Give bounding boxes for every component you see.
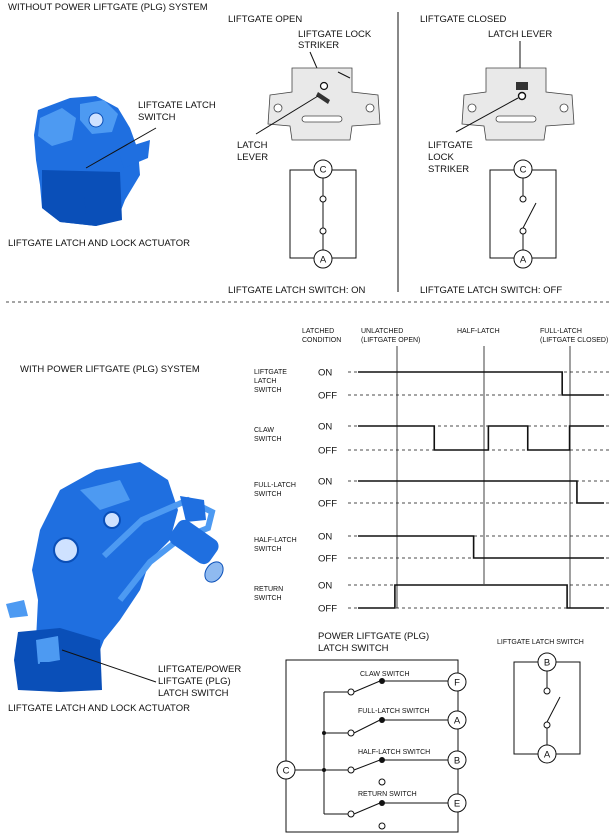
plg-switch-row-full-latch xyxy=(324,708,466,736)
latch-switch-callout-line2: SWITCH xyxy=(138,112,176,123)
signal-3-on-label: ON xyxy=(318,476,333,488)
svg-text:A: A xyxy=(543,749,551,761)
signal-name-claw-line2: SWITCH xyxy=(254,436,282,443)
svg-text:A: A xyxy=(319,254,327,266)
plg-switch-row-return xyxy=(324,791,466,829)
top-actuator-caption: LIFTGATE LATCH AND LOCK ACTUATOR xyxy=(8,238,190,249)
closed-heading: LIFTGATE CLOSED xyxy=(420,14,507,25)
plg-callout-line3: LATCH SWITCH xyxy=(158,688,229,699)
open-lever-label-line1: LATCH xyxy=(237,140,268,151)
top-section-title: WITHOUT POWER LIFTGATE (PLG) SYSTEM xyxy=(8,2,208,13)
signal-5-off-label: OFF xyxy=(318,603,337,615)
open-heading: LIFTGATE OPEN xyxy=(228,14,303,25)
latch-actuator-illustration-top xyxy=(34,96,150,226)
closed-status: LIFTGATE LATCH SWITCH: OFF xyxy=(420,285,563,296)
condition-header-line1: LATCHED xyxy=(302,328,335,335)
svg-text:C: C xyxy=(282,765,290,777)
signal-3-off-label: OFF xyxy=(318,498,337,510)
phase-full-latch-line1: FULL-LATCH xyxy=(540,328,582,335)
plg-switch-row-claw xyxy=(324,671,466,695)
plg-switch-label-return: RETURN SWITCH xyxy=(358,791,417,798)
plg-switch-label-full-latch: FULL-LATCH SWITCH xyxy=(358,708,430,715)
open-striker-label-line1: LIFTGATE LOCK xyxy=(298,29,372,40)
signal-trace-5 xyxy=(358,585,604,608)
signal-1-on-label: ON xyxy=(318,367,333,379)
plg-circuit-title-line2: LATCH SWITCH xyxy=(318,643,389,654)
phase-half-latch-line1: HALF-LATCH xyxy=(457,328,500,335)
plg-callout-line1: LIFTGATE/POWER xyxy=(158,664,242,675)
closed-striker-label-line2: LOCK xyxy=(428,152,454,163)
signal-5-on-label: ON xyxy=(318,580,333,592)
plg-callout-line2: LIFTGATE (PLG) xyxy=(158,676,231,687)
bottom-actuator-caption: LIFTGATE LATCH AND LOCK ACTUATOR xyxy=(8,703,190,714)
plg-switch-row-half-latch xyxy=(324,749,466,785)
liftgate-closed-panel xyxy=(420,14,574,296)
svg-text:C: C xyxy=(519,164,527,176)
signal-trace-4 xyxy=(358,536,604,558)
signal-name-half-latch-line2: SWITCH xyxy=(254,546,282,553)
phase-unlatched-line2: (LIFTGATE OPEN) xyxy=(361,337,421,344)
svg-text:B: B xyxy=(543,657,551,669)
signal-1-off-label: OFF xyxy=(318,390,337,402)
latch-switch-circuit-title: LIFTGATE LATCH SWITCH xyxy=(497,639,584,646)
phase-unlatched-line1: UNLATCHED xyxy=(361,328,404,335)
plg-switch-label-half-latch: HALF-LATCH SWITCH xyxy=(358,749,431,756)
signal-name-full-latch-line1: FULL-LATCH xyxy=(254,482,296,489)
svg-text:C: C xyxy=(319,164,327,176)
switch-timing-chart xyxy=(254,328,612,615)
closed-striker-label-line3: STRIKER xyxy=(428,164,470,175)
signal-name-liftgate-latch-line1: LIFTGATE xyxy=(254,369,287,376)
svg-text:A: A xyxy=(519,254,527,266)
signal-name-full-latch-line2: SWITCH xyxy=(254,491,282,498)
plg-switch-label-claw: CLAW SWITCH xyxy=(360,671,410,678)
latch-switch-circuit-bottom xyxy=(497,639,584,763)
svg-text:E: E xyxy=(453,798,461,810)
plg-circuit-title-line1: POWER LIFTGATE (PLG) xyxy=(318,631,430,642)
bottom-section-title: WITH POWER LIFTGATE (PLG) SYSTEM xyxy=(20,364,200,375)
signal-name-liftgate-latch-line2: LATCH xyxy=(254,378,277,385)
svg-text:B: B xyxy=(453,755,461,767)
plg-latch-switch-circuit xyxy=(277,631,466,832)
signal-name-claw-line1: CLAW xyxy=(254,427,274,434)
signal-trace-2 xyxy=(358,426,604,450)
signal-trace-3 xyxy=(358,481,604,503)
liftgate-open-panel xyxy=(228,14,380,296)
signal-4-off-label: OFF xyxy=(318,553,337,565)
open-switch-circuit xyxy=(290,160,356,268)
signal-2-on-label: ON xyxy=(318,421,333,433)
closed-lever-label: LATCH LEVER xyxy=(488,29,553,40)
svg-text:F: F xyxy=(454,677,460,689)
latch-housing-open xyxy=(268,68,380,140)
condition-header-line2: CONDITION xyxy=(302,337,342,344)
phase-full-latch-line2: (LIFTGATE CLOSED) xyxy=(540,337,609,344)
open-status: LIFTGATE LATCH SWITCH: ON xyxy=(228,285,366,296)
plg-actuator-illustration xyxy=(6,462,227,692)
open-lever-label-line2: LEVER xyxy=(237,152,269,163)
closed-striker-label-line1: LIFTGATE xyxy=(428,140,473,151)
signal-name-return-line2: SWITCH xyxy=(254,595,282,602)
signal-trace-1 xyxy=(358,372,604,395)
latch-housing-closed xyxy=(462,68,574,140)
signal-name-return-line1: RETURN xyxy=(254,586,284,593)
open-striker-label-line2: STRIKER xyxy=(298,40,340,51)
signal-2-off-label: OFF xyxy=(318,445,337,457)
signal-name-liftgate-latch-line3: SWITCH xyxy=(254,387,282,394)
closed-switch-circuit xyxy=(490,160,556,268)
signal-traces xyxy=(318,368,612,615)
signal-name-half-latch-line1: HALF-LATCH xyxy=(254,537,297,544)
svg-text:A: A xyxy=(453,715,461,727)
signal-4-on-label: ON xyxy=(318,531,333,543)
latch-switch-callout-line1: LIFTGATE LATCH xyxy=(138,100,216,111)
